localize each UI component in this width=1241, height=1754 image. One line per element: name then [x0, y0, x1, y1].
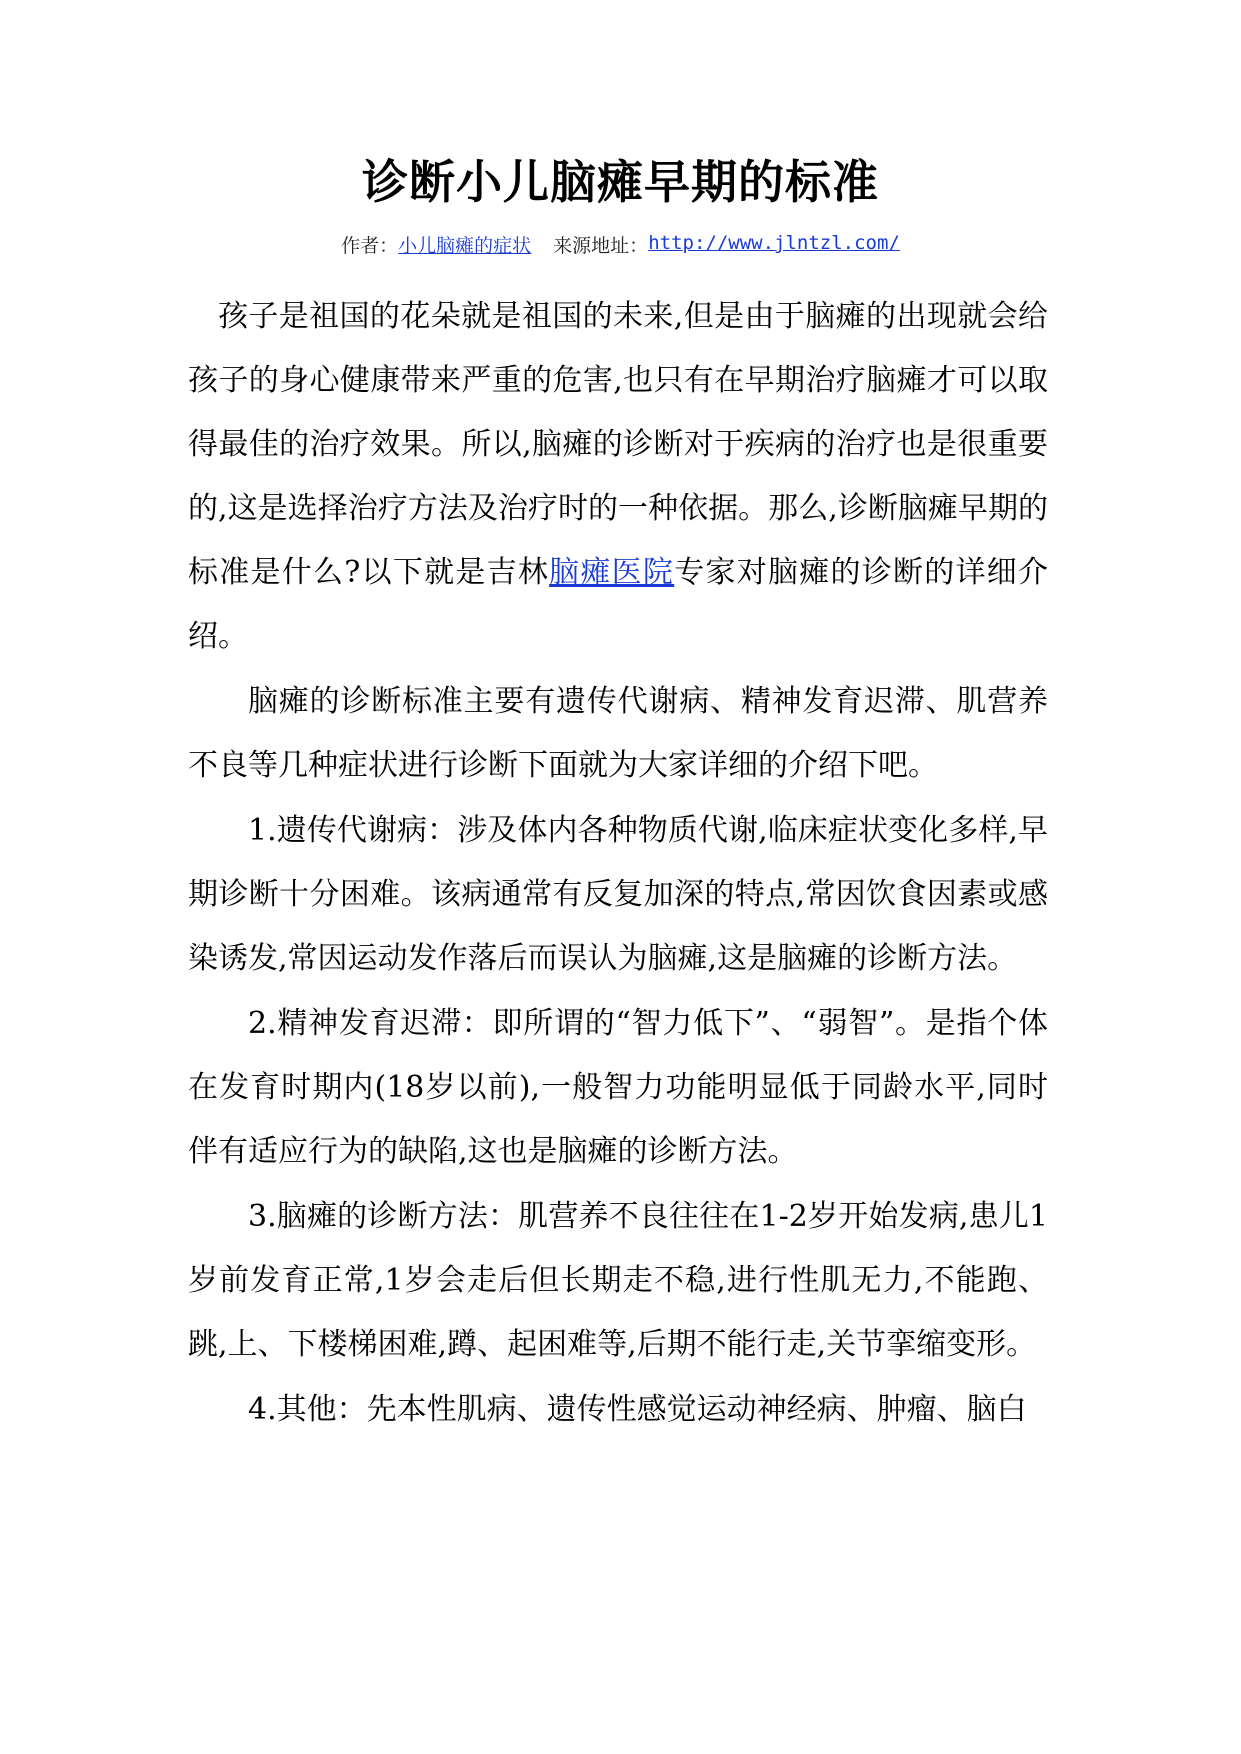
article-body [188, 285, 1048, 1443]
paragraph-item-2: 2.精神发育迟滞：即所谓的“智力低下”、“弱智”。是指个体在发育时期内(18岁以前),一般智力功能明显低于同龄水平,同时伴有适应行为的缺陷,这也是脑瘫的诊断方法。 [188, 1006, 1048, 1169]
paragraph-item-4: 4.其他：先本性肌病、遗传性感觉运动神经病、肿瘤、脑白 [248, 1392, 1027, 1427]
author-label: 作者： [341, 235, 399, 257]
paragraph-item-3: 3.脑瘫的诊断方法：肌营养不良往往在1-2岁开始发病,患儿1岁前发育正常,1岁会走后但长期走不稳,进行性肌无力,不能跑、跳,上、下楼梯困难,蹲、起困难等,后期不能行走,关节挛缩变形。 [188, 1199, 1048, 1362]
paragraph-item-1: 1.遗传代谢病：涉及体内各种物质代谢,临床症状变化多样,早期诊断十分困难。该病通常有反复加深的特点,常因饮食因素或感染诱发,常因运动发作落后而误认为脑瘫,这是脑瘫的诊断方法。 [188, 813, 1048, 976]
paragraph-overview: 脑瘫的诊断标准主要有遗传代谢病、精神发育迟滞、肌营养不良等几种症状进行诊断下面就为大家详细的介绍下吧。 [188, 684, 1048, 783]
byline [0, 231, 1241, 261]
paragraph-intro-text-end: 专家对脑瘫的诊断的详细介绍。 [188, 555, 1049, 654]
author-link[interactable]: 小儿脑瘫的症状 [398, 235, 532, 257]
document-title: 诊断小儿脑瘫早期的标准 [362, 155, 879, 209]
hospital-link[interactable]: 脑瘫医院 [549, 555, 675, 590]
source-label: 来源地址： [553, 235, 649, 257]
source-url-link[interactable]: http://www.jlntzl.com/ [648, 232, 900, 254]
paragraph-intro-text: 孩子是祖国的花朵就是祖国的未来,但是由于脑瘫的出现就会给孩子的身心健康带来严重的危害,也只有在早期治疗脑瘫才可以取得最佳的治疗效果。所以,脑瘫的诊断对于疾病的治疗也是很重要的,这是选择治疗方法及治疗时的一种依据。那么,诊断脑瘫早期的标准是什么?以下就是吉林 [188, 299, 1048, 590]
paragraph-intro [188, 285, 1048, 669]
